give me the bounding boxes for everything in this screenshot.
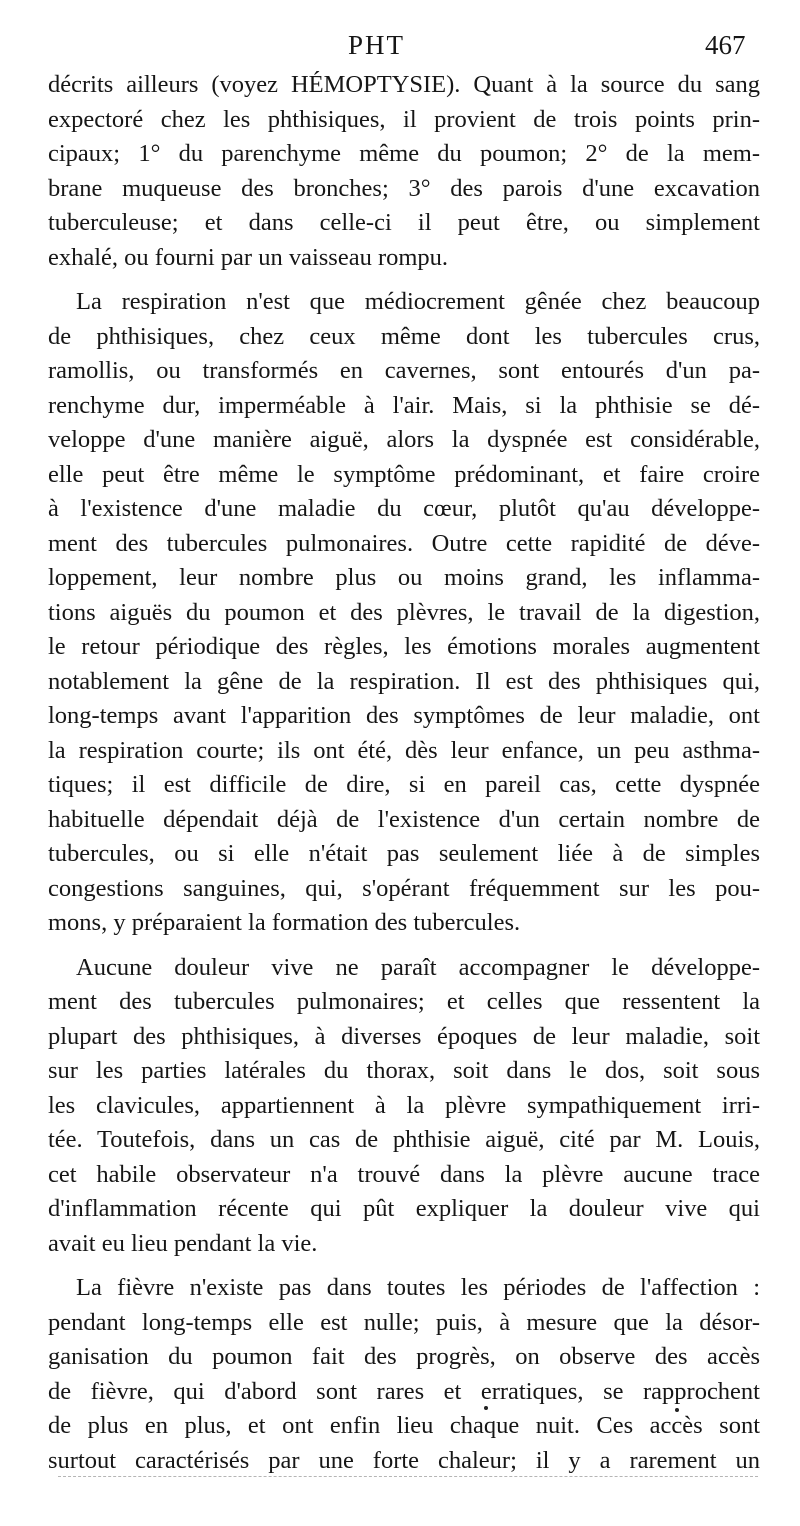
body-text	[48, 68, 760, 1478]
text-line: renchyme dur, imperméable à l'air. Mais, si la phthisie se dé-	[48, 391, 760, 419]
speck-mark	[675, 1408, 679, 1412]
paragraph	[48, 951, 760, 1262]
text-line: cet habile observateur n'a trouvé dans la plèvre aucune trace	[48, 1160, 760, 1188]
running-head	[0, 30, 800, 70]
text-line: mons, y préparaient la formation des tubercules.	[48, 909, 521, 936]
print-specks	[0, 1396, 800, 1426]
text-line: de fièvre, qui d'abord sont rares et erratiques, se rapprochent	[48, 1377, 760, 1405]
text-line: d'inflammation récente qui pût expliquer la douleur vive qui	[48, 1195, 760, 1222]
text-line: loppement, leur nombre plus ou moins grand, les inflamma-	[48, 564, 760, 591]
text-line: la respiration courte; ils ont été, dès leur enfance, un peu asthma-	[48, 736, 760, 764]
text-line: tuberculeuse; et dans celle-ci il peut être, ou simplement	[48, 209, 760, 236]
text-line: veloppe d'une manière aiguë, alors la dyspnée est considérable,	[48, 426, 760, 453]
text-line: cipaux; 1° du parenchyme même du poumon; 2° de la mem-	[48, 140, 760, 167]
text-line: sur les parties latérales du thorax, soit dans le dos, soit sous	[48, 1057, 760, 1084]
text-line: congestions sanguines, qui, s'opérant fréquemment sur les pou-	[48, 874, 760, 902]
text-line: ment des tubercules pulmonaires; et celles que ressentent la	[48, 988, 760, 1015]
text-line: ramollis, ou transformés en cavernes, sont entourés d'un pa-	[48, 357, 760, 384]
text-line: de phthisiques, chez ceux même dont les tubercules crus,	[48, 322, 760, 350]
text-line: expectoré chez les phthisiques, il provient de trois points prin-	[48, 105, 760, 133]
speck-mark	[484, 1406, 488, 1410]
text-line: ment des tubercules pulmonaires. Outre cette rapidité de déve-	[48, 529, 760, 557]
text-line: ganisation du poumon fait des progrès, on observe des accès	[48, 1343, 760, 1370]
text-line: exhalé, ou fourni par un vaisseau rompu.	[48, 243, 449, 271]
paragraph	[48, 285, 760, 941]
text-line: plupart des phthisiques, à diverses époques de leur maladie, soit	[48, 1022, 760, 1050]
text-line: à l'existence d'une maladie du cœur, plutôt qu'au développe-	[48, 495, 760, 522]
text-line: pendant long-temps elle est nulle; puis, à mesure que la désor-	[48, 1308, 760, 1336]
text-line: décrits ailleurs (voyez HÉMOPTYSIE). Quant à la source du sang	[48, 71, 760, 98]
text-line: La fièvre n'existe pas dans toutes les périodes de l'affection :	[76, 1274, 760, 1301]
text-line: les clavicules, appartiennent à la plèvre sympathiquement irri-	[48, 1091, 760, 1119]
text-line: brane muqueuse des bronches; 3° des parois d'une excavation	[48, 174, 760, 202]
running-head-title: PHT	[348, 30, 406, 60]
text-line: tubercules, ou si elle n'était pas seulement liée à de simples	[48, 840, 760, 867]
text-line: La respiration n'est que médiocrement gênée chez beaucoup	[76, 288, 760, 315]
paragraph	[48, 1271, 760, 1478]
paragraph	[48, 68, 760, 275]
text-line: le retour périodique des règles, les émotions morales augmentent	[48, 633, 760, 660]
text-line: tions aiguës du poumon et des plèvres, le travail de la digestion,	[48, 598, 760, 626]
text-line: Aucune douleur vive ne paraît accompagner le développe-	[76, 953, 760, 981]
bottom-page-edge	[58, 1476, 758, 1477]
text-line: tée. Toutefois, dans un cas de phthisie aiguë, cité par M. Louis,	[48, 1126, 760, 1153]
text-line: tiques; il est difficile de dire, si en pareil cas, cette dyspnée	[48, 771, 760, 798]
text-line: notablement la gêne de la respiration. Il est des phthisiques qui,	[48, 667, 760, 695]
page-number: 467	[705, 30, 746, 60]
text-line: long-temps avant l'apparition des symptômes de leur maladie, ont	[48, 702, 760, 729]
text-line: avait eu lieu pendant la vie.	[48, 1229, 318, 1257]
text-line: elle peut être même le symptôme prédominant, et faire croire	[48, 460, 760, 488]
text-line: de plus en plus, et ont enfin lieu chaque nuit. Ces accès sont	[48, 1412, 760, 1439]
text-line: habituelle dépendait déjà de l'existence d'un certain nombre de	[48, 805, 760, 833]
text-line: surtout caractérisés par une forte chaleur; il y a rarement un	[48, 1446, 760, 1474]
